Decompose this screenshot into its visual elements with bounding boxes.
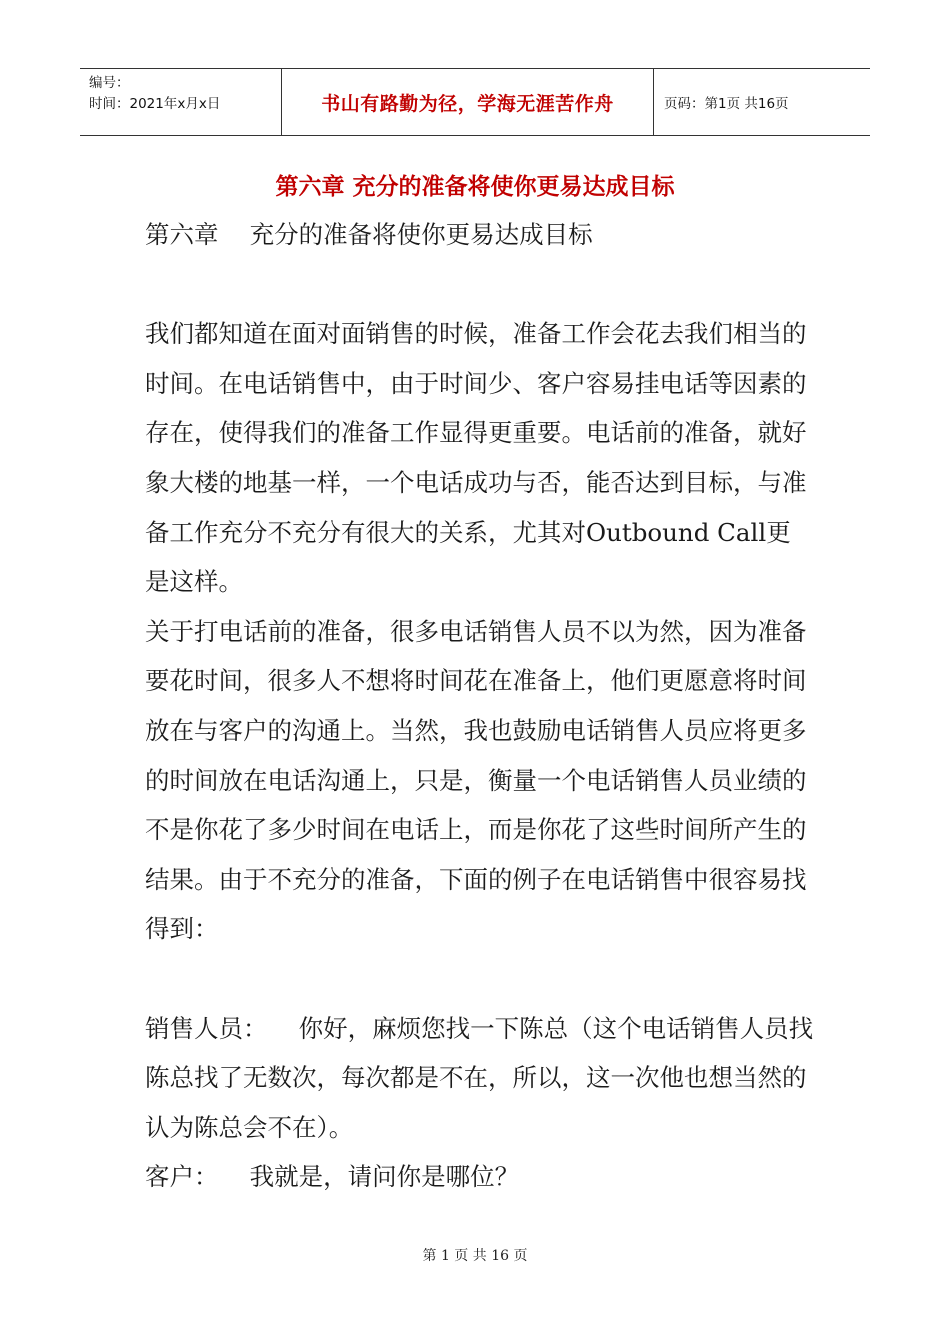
paragraph: 关于打电话前的准备，很多电话销售人员不以为然，因为准备要花时间，很多人不想将时间花在准备上，他们更愿意将时间放在与客户的沟通上。当然，我也鼓励电话销售人员应将更多的时间放在电话沟通上，只是，衡量一个电话销售人员业绩的不是你花了多少时间在电话上，而是你花了这些时间所产生的结果。由于不充分的准备，下面的例子在电话销售中很容易找得到：: [145, 616, 807, 944]
subheading: 第六章 充分的准备将使你更易达成目标: [145, 220, 593, 249]
header-page-code: 页码：第1页 共16页: [664, 96, 789, 112]
blank-line: [145, 260, 815, 310]
page-footer: 第 1 页 共 16 页: [422, 1248, 528, 1264]
header-info-cell: [80, 69, 282, 135]
paragraph: 我们都知道在面对面销售的时候，准备工作会花去我们相当的时间。在电话销售中，由于时间少、客户容易挂电话等因素的存在，使得我们的准备工作显得更重要。电话前的准备，就好象大楼的地基一样，一个电话成功与否，能否达到目标，与准备工作充分不充分有很大的关系，尤其对Outbound Call更是这样。: [145, 319, 807, 597]
page-header: [80, 68, 870, 136]
document-body: [145, 210, 815, 1202]
blank-line: [145, 954, 815, 1004]
time-label: 时间：2021年x月x日: [89, 96, 221, 112]
chapter-heading: 第六章 充分的准备将使你更易达成目标: [275, 174, 675, 200]
dialogue-line: 客户： 我就是，请问你是哪位？: [145, 1162, 520, 1192]
number-label: 编号：: [89, 75, 130, 91]
dialogue-line: 销售人员： 你好，麻烦您找一下陈总（这个电话销售人员找陈总找了无数次，每次都是不在，所以，这一次他也想当然的认为陈总会不在）。: [145, 1013, 814, 1142]
header-motto: 书山有路勤为径，学海无涯苦作舟: [282, 69, 654, 135]
